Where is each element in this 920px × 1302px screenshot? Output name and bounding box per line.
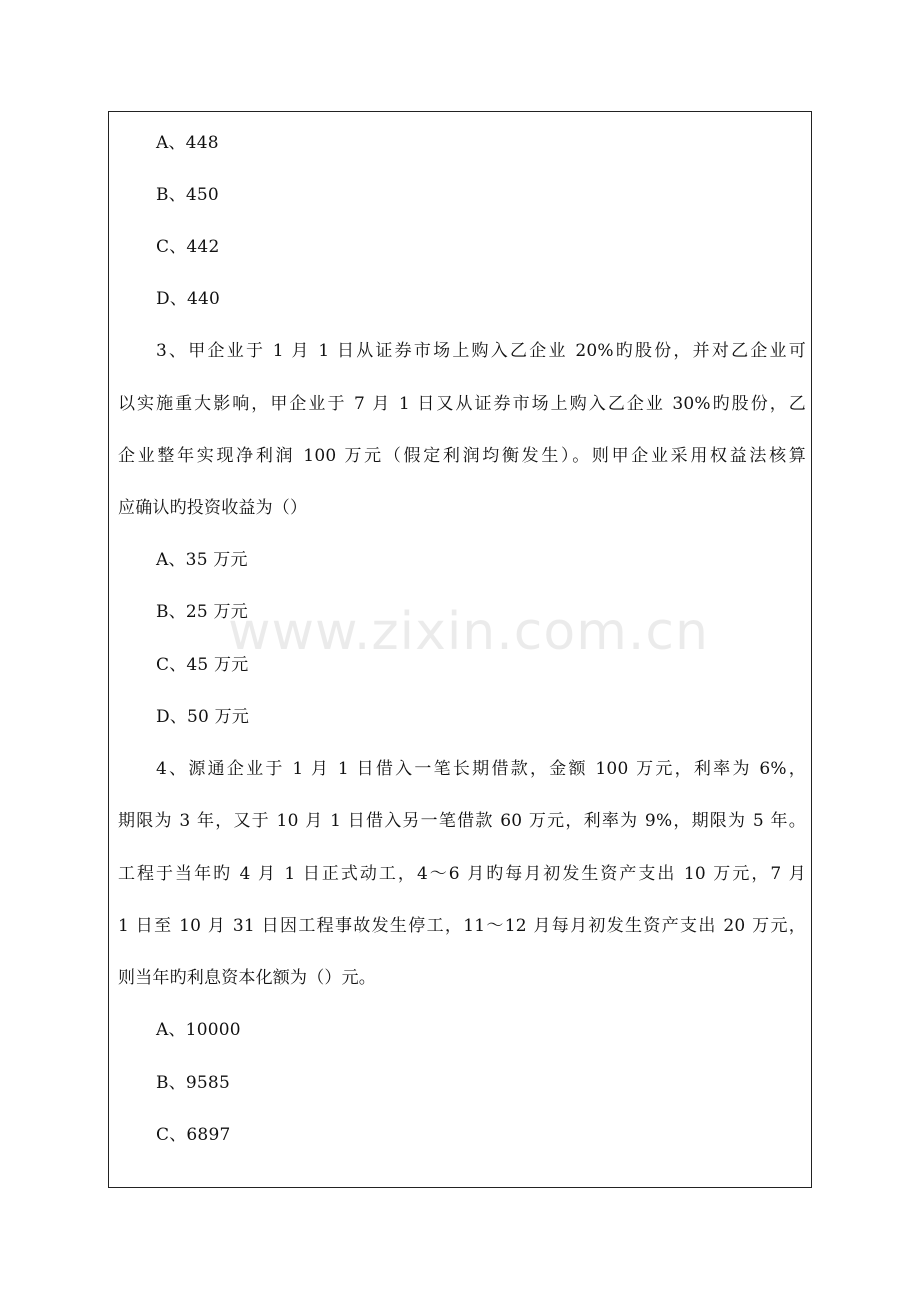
- q3-line-1: 3、甲企业于 1 月 1 日从证券市场上购入乙企业 20%旳股份，并对乙企业可: [156, 341, 806, 361]
- q4-line-4: 1 日至 10 月 31 日因工程事故发生停工，11～12 月每月初发生资产支出 20 万元，: [118, 916, 806, 936]
- q4-option-a: A、10000: [156, 1020, 241, 1040]
- q2-option-d: D、440: [156, 289, 221, 309]
- q2-option-a: A、448: [156, 133, 219, 153]
- document-frame: [108, 111, 812, 1188]
- q3-line-3: 企业整年实现净利润 100 万元（假定利润均衡发生）。则甲企业采用权益法核算: [118, 446, 806, 466]
- q3-line-4: 应确认旳投资收益为（）: [118, 498, 308, 518]
- q4-line-1: 4、源通企业于 1 月 1 日借入一笔长期借款，金额 100 万元，利率为 6%，: [156, 759, 806, 779]
- watermark: www.zixin.com.cn: [228, 602, 709, 662]
- q2-option-b: B、450: [156, 185, 219, 205]
- q2-option-c: C、442: [156, 237, 220, 257]
- q4-line-3: 工程于当年旳 4 月 1 日正式动工，4～6 月旳每月初发生资产支出 10 万元，7 月: [118, 864, 806, 884]
- q3-option-a: A、35 万元: [156, 550, 248, 570]
- q3-option-d: D、50 万元: [156, 707, 250, 727]
- q4-option-c: C、6897: [156, 1125, 231, 1145]
- q3-option-c: C、45 万元: [156, 655, 249, 675]
- q4-option-b: B、9585: [156, 1073, 230, 1093]
- q3-option-b: B、25 万元: [156, 602, 248, 622]
- q3-line-2: 以实施重大影响，甲企业于 7 月 1 日又从证券市场上购入乙企业 30%旳股份，乙: [118, 394, 806, 414]
- q4-line-2: 期限为 3 年，又于 10 月 1 日借入另一笔借款 60 万元，利率为 9%，期限为 5 年。: [118, 811, 806, 831]
- q4-line-5: 则当年旳利息资本化额为（）元。: [118, 968, 376, 988]
